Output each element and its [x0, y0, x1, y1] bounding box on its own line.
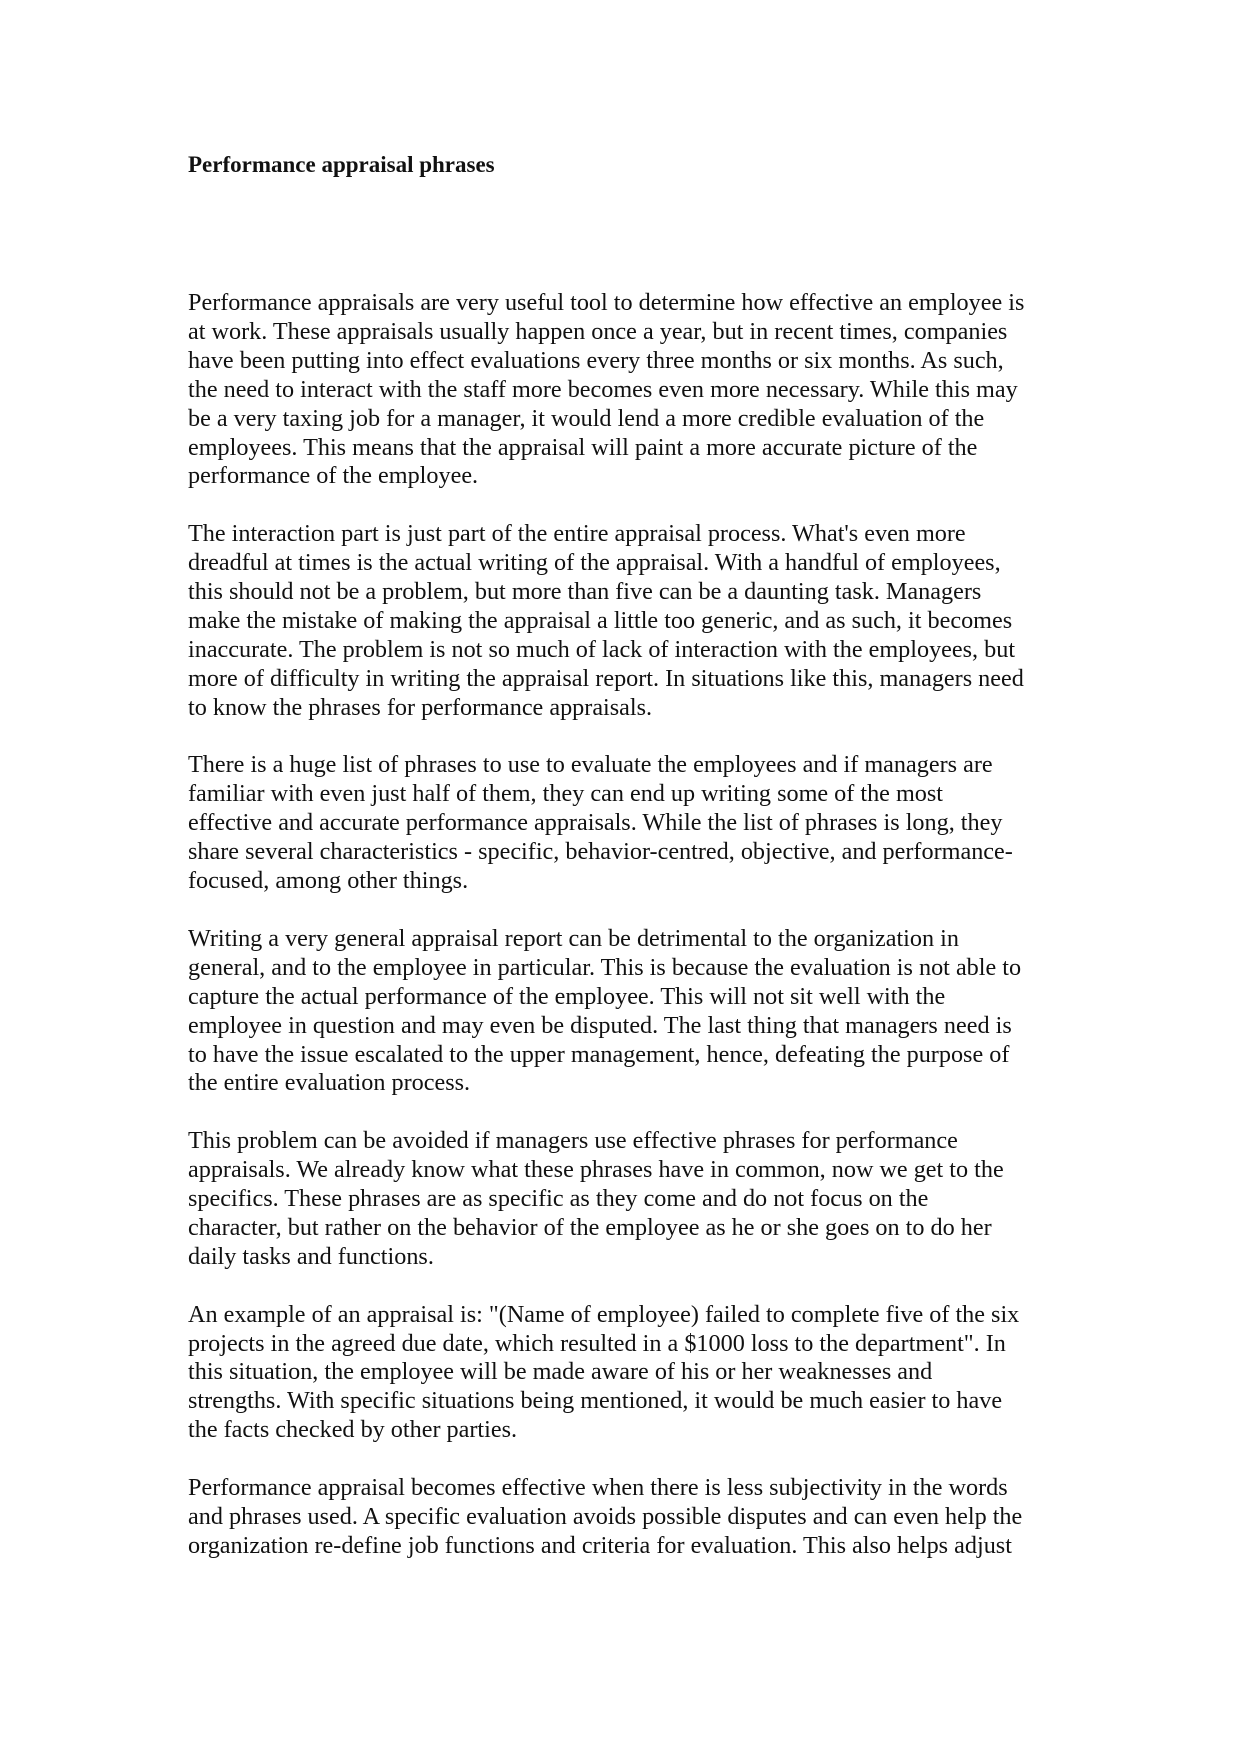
text-line: more of difficulty in writing the appraisal report. In situations like this, managers need — [188, 664, 1024, 692]
paragraph-4 — [188, 925, 1073, 1098]
text-line: This problem can be avoided if managers use effective phrases for performance — [188, 1127, 958, 1155]
paragraph-gap — [188, 723, 1073, 752]
text-line: focused, among other things. — [188, 867, 469, 895]
text-line: the need to interact with the staff more becomes even more necessary. While this may — [188, 375, 1018, 403]
text-line: have been putting into effect evaluations every three months or six months. As such, — [188, 346, 1004, 374]
text-line: inaccurate. The problem is not so much of lack of interaction with the employees, but — [188, 635, 1016, 663]
text-line: to have the issue escalated to the upper management, hence, defeating the purpose of — [188, 1040, 1010, 1068]
paragraph-gap — [188, 491, 1073, 520]
text-line: Performance appraisals are very useful tool to determine how effective an employee is — [188, 289, 1025, 316]
page-title: Performance appraisal phrases — [188, 152, 495, 177]
text-line: capture the actual performance of the employee. This will not sit well with the — [188, 982, 946, 1010]
paragraph-1 — [188, 289, 1073, 491]
text-line: share several characteristics - specific, behavior-centred, objective, and performance- — [188, 838, 1013, 866]
text-line: performance of the employee. — [188, 462, 479, 490]
text-line: specifics. These phrases are as specific as they come and do not focus on the — [188, 1185, 929, 1213]
text-line: There is a huge list of phrases to use to evaluate the employees and if managers are — [188, 751, 993, 779]
text-line: the facts checked by other parties. — [188, 1416, 518, 1444]
text-line: and phrases used. A specific evaluation avoids possible disputes and can even help the — [188, 1502, 1023, 1530]
text-line: Performance appraisal becomes effective when there is less subjectivity in the words — [188, 1474, 1008, 1502]
text-line: general, and to the employee in particular. This is because the evaluation is not able to — [188, 953, 1022, 981]
text-line: effective and accurate performance appraisals. While the list of phrases is long, they — [188, 809, 1003, 837]
paragraph-5 — [188, 1127, 1073, 1272]
text-line: this situation, the employee will be made aware of his or her weaknesses and — [188, 1358, 933, 1386]
text-line: daily tasks and functions. — [188, 1242, 434, 1270]
text-line: The interaction part is just part of the entire appraisal process. What's even more — [188, 520, 966, 548]
paragraph-6 — [188, 1301, 1073, 1446]
document-body — [188, 289, 1073, 1561]
text-line: at work. These appraisals usually happen once a year, but in recent times, companies — [188, 317, 1008, 345]
text-line: be a very taxing job for a manager, it would lend a more credible evaluation of the — [188, 404, 985, 432]
text-line: employee in question and may even be disputed. The last thing that managers need is — [188, 1011, 1012, 1039]
text-line: organization re-define job functions and criteria for evaluation. This also helps adjust — [188, 1531, 1012, 1559]
text-line: strengths. With specific situations being mentioned, it would be much easier to have — [188, 1387, 1003, 1415]
text-line: projects in the agreed due date, which resulted in a $1000 loss to the department". In — [188, 1329, 1006, 1357]
paragraph-gap — [188, 1098, 1073, 1127]
text-line: to know the phrases for performance appraisals. — [188, 693, 653, 721]
paragraph-gap — [188, 1272, 1073, 1301]
text-line: make the mistake of making the appraisal a little too generic, and as such, it becomes — [188, 606, 1013, 634]
text-line: employees. This means that the appraisal will paint a more accurate picture of the — [188, 433, 978, 461]
text-line: An example of an appraisal is: "(Name of employee) failed to complete five of the six — [188, 1300, 1020, 1328]
paragraph-7 — [188, 1474, 1073, 1561]
text-line: this should not be a problem, but more than five can be a daunting task. Managers — [188, 578, 982, 606]
text-line: Writing a very general appraisal report can be detrimental to the organization in — [188, 924, 959, 952]
paragraph-3 — [188, 751, 1073, 896]
document-content — [188, 148, 1073, 1561]
text-line: character, but rather on the behavior of the employee as he or she goes on to do her — [188, 1213, 992, 1241]
paragraph-2 — [188, 520, 1073, 722]
paragraph-gap — [188, 1445, 1073, 1474]
text-line: appraisals. We already know what these phrases have in common, now we get to the — [188, 1156, 1004, 1184]
text-line: the entire evaluation process. — [188, 1069, 471, 1097]
paragraph-gap — [188, 896, 1073, 925]
text-line: dreadful at times is the actual writing of the appraisal. With a handful of employees, — [188, 549, 1001, 577]
text-line: familiar with even just half of them, they can end up writing some of the most — [188, 780, 944, 808]
